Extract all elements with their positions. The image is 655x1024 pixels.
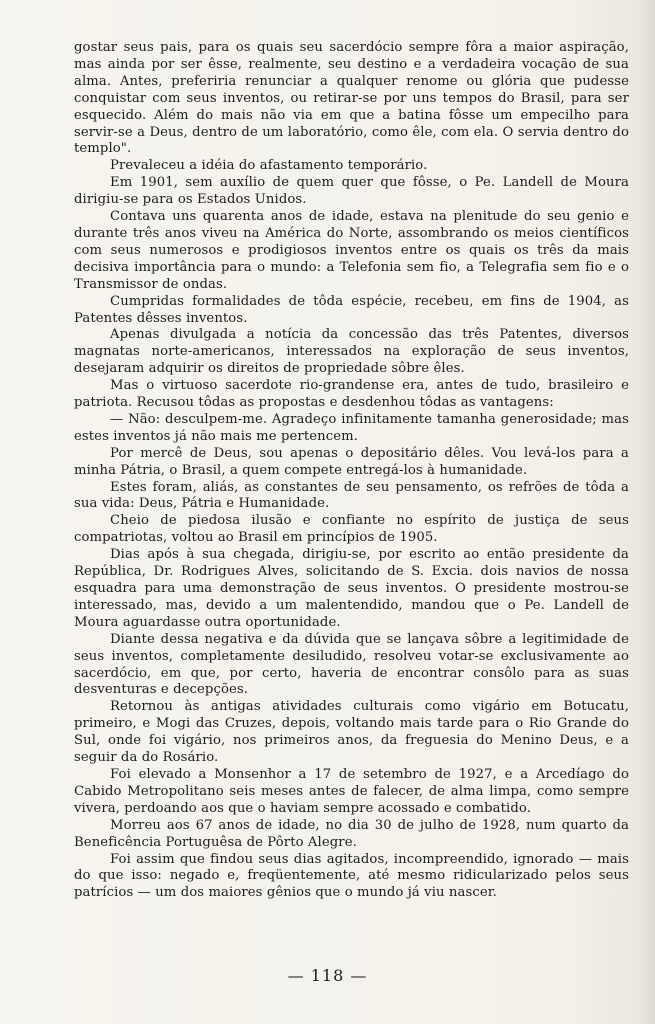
- body-text: [74, 40, 629, 902]
- paragraph: Apenas divulgada a notícia da concessão das três Patentes, diversos magnatas norte-americanos, interessados na exploração de seus inventos, desejaram adquirir os direitos de propriedade sôbre êles.: [74, 327, 629, 377]
- paragraph: Contava uns quarenta anos de idade, estava na plenitude do seu genio e durante três anos viveu na América do Norte, assombrando os meios científicos com seus numerosos e prodigiosos inventos entre os quais os três da mais decisiva importância para o mundo: a Telefonia sem fio, a Telegrafia sem fio e o Transmissor de ondas.: [74, 209, 629, 292]
- paragraph-continuation: gostar seus pais, para os quais seu sacerdócio sempre fôra a maior aspiração, mas ainda por ser êsse, realmente, seu destino e a verdadeira vocação de sua alma. Antes, preferiria renunciar a qualquer renome ou glória que pudesse conquistar com seus inventos, ou retirar-se por uns tempos do Brasil, para ser esquecido. Além do mais não via em que a batina fôsse um empecilho para servir-se a Deus, dentro de um laboratório, como êle, com ela. O servia dentro do templo".: [74, 40, 629, 157]
- paragraph: Mas o virtuoso sacerdote rio-grandense era, antes de tudo, brasileiro e patriota. Recusou tôdas as propostas e desdenhou tôdas as vantagens:: [74, 378, 629, 411]
- page-number: — 118 —: [287, 966, 368, 985]
- paragraph: Retornou às antigas atividades culturais como vigário em Botucatu, primeiro, e Mogi das Cruzes, depois, voltando mais tarde para o Rio Grande do Sul, onde foi vigário, nos primeiros anos, da freguesia do Menino Deus, e a seguir da do Rosário.: [74, 699, 629, 766]
- paragraph: Por mercê de Deus, sou apenas o depositário dêles. Vou levá-los para a minha Pátria, o Brasil, a quem compete entregá-los à humanidade.: [74, 445, 629, 478]
- paragraph: Dias após à sua chegada, dirigiu-se, por escrito ao então presidente da República, Dr. Rodrigues Alves, solicitando de S. Excia. dois navios de nossa esquadra para uma demonstração de seus inventos. O presidente mostrou-se interessado, mas, devido a um malentendido, mandou que o Pe. Landell de Moura aguardasse outra oportunidade.: [74, 547, 629, 630]
- paragraph: Cumpridas formalidades de tôda espécie, recebeu, em fins de 1904, as Patentes dêsses inventos.: [74, 293, 629, 326]
- paragraph: Estes foram, aliás, as constantes de seu pensamento, os refrões de tôda a sua vida: Deus, Pátria e Humanidade.: [74, 479, 629, 512]
- paragraph: Morreu aos 67 anos de idade, no dia 30 de julho de 1928, num quarto da Beneficência Portuguêsa de Pôrto Alegre.: [74, 817, 629, 850]
- paragraph: Em 1901, sem auxílio de quem quer que fôsse, o Pe. Landell de Moura dirigiu-se para os Estados Unidos.: [74, 175, 629, 208]
- paragraph: Prevaleceu a idéia do afastamento temporário.: [110, 158, 428, 174]
- paragraph: Cheio de piedosa ilusão e confiante no espírito de justiça de seus compatriotas, voltou ao Brasil em princípios de 1905.: [74, 513, 629, 546]
- paragraph: Foi assim que findou seus dias agitados, incompreendido, ignorado — mais do que isso: negado e, freqüentemente, até mesmo ridicularizado pelos seus patrícios — um dos maiores gênios que o mundo já viu nascer.: [74, 851, 629, 901]
- paragraph-dialogue: — Não: desculpem-me. Agradeço infinitamente tamanha generosidade; mas estes inventos já não mais me pertencem.: [74, 411, 629, 444]
- scan-shadow-edge: [637, 0, 655, 1024]
- paragraph: Foi elevado a Monsenhor a 17 de setembro de 1927, e a Arcedíago do Cabido Metropolitano seis meses antes de falecer, de alma limpa, como sempre vivera, perdoando aos que o haviam sempre acossado e combatido.: [74, 766, 629, 816]
- paragraph: Diante dessa negativa e da dúvida que se lançava sôbre a legitimidade de seus inventos, completamente desiludido, resolveu votar-se exclusivamente ao sacerdócio, em que, por certo, haveria de encontrar consôlo para as suas desventuras e decepções.: [74, 631, 629, 698]
